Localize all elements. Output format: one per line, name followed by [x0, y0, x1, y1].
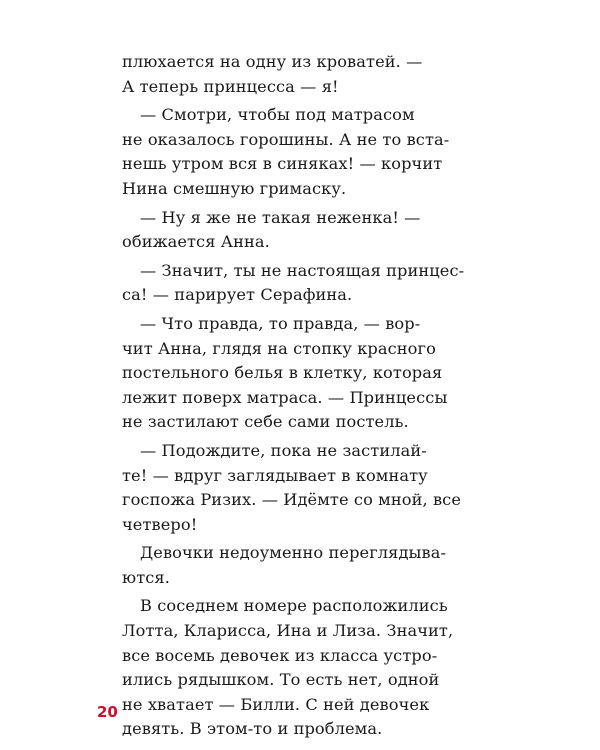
- paragraph-start: — Подождите, пока не застилай-: [140, 440, 427, 460]
- text-line: са! — парирует Серафина.: [122, 285, 353, 305]
- paragraph-start: — Смотри, чтобы под матрасом: [140, 105, 415, 125]
- text-line: девять. В этом-то и проблема.: [122, 719, 383, 739]
- text-line: обижается Анна.: [122, 232, 270, 252]
- paragraph-start: В соседнем номере расположились: [140, 596, 448, 616]
- text-line: все восемь девочек из класса устро-: [122, 645, 438, 665]
- text-line: не застилают себе сами постель.: [122, 412, 409, 432]
- paragraph-start: — Ну я же не такая неженка! —: [140, 207, 421, 227]
- page-number: 20: [97, 703, 118, 721]
- text-line: ились рядышком. То есть нет, одной: [122, 670, 440, 690]
- text-line: лежит поверх матраса. — Принцессы: [122, 387, 448, 407]
- text-line: те! — вдруг заглядывает в комнату: [122, 465, 428, 485]
- text-line: нешь утром вся в синяках! — корчит: [122, 154, 443, 174]
- text-line: постельного белья в клетку, которая: [122, 363, 443, 383]
- body-text: [122, 50, 472, 742]
- text-line: не хватает — Билли. С ней девочек: [122, 694, 430, 714]
- paragraph-start: — Значит, ты не настоящая принцес-: [140, 260, 465, 280]
- text-line: не оказалось горошины. А не то вста-: [122, 129, 450, 149]
- paragraph-start: Девочки недоуменно переглядыва-: [140, 543, 447, 563]
- text-line: ются.: [122, 567, 170, 587]
- text-line: госпожа Ризих. — Идёмте со мной, все: [122, 490, 462, 510]
- text-line: плюхается на одну из кроватей. —: [122, 52, 423, 71]
- text-line: Нина смешную гримаску.: [122, 178, 347, 198]
- text-line: А теперь принцесса — я!: [122, 76, 339, 96]
- paragraph-start: — Что правда, то правда, — вор-: [140, 313, 421, 333]
- text-line: четверо!: [122, 514, 198, 534]
- text-line: Лотта, Кларисса, Ина и Лиза. Значит,: [122, 621, 454, 641]
- text-line: чит Анна, глядя на стопку красного: [122, 338, 436, 358]
